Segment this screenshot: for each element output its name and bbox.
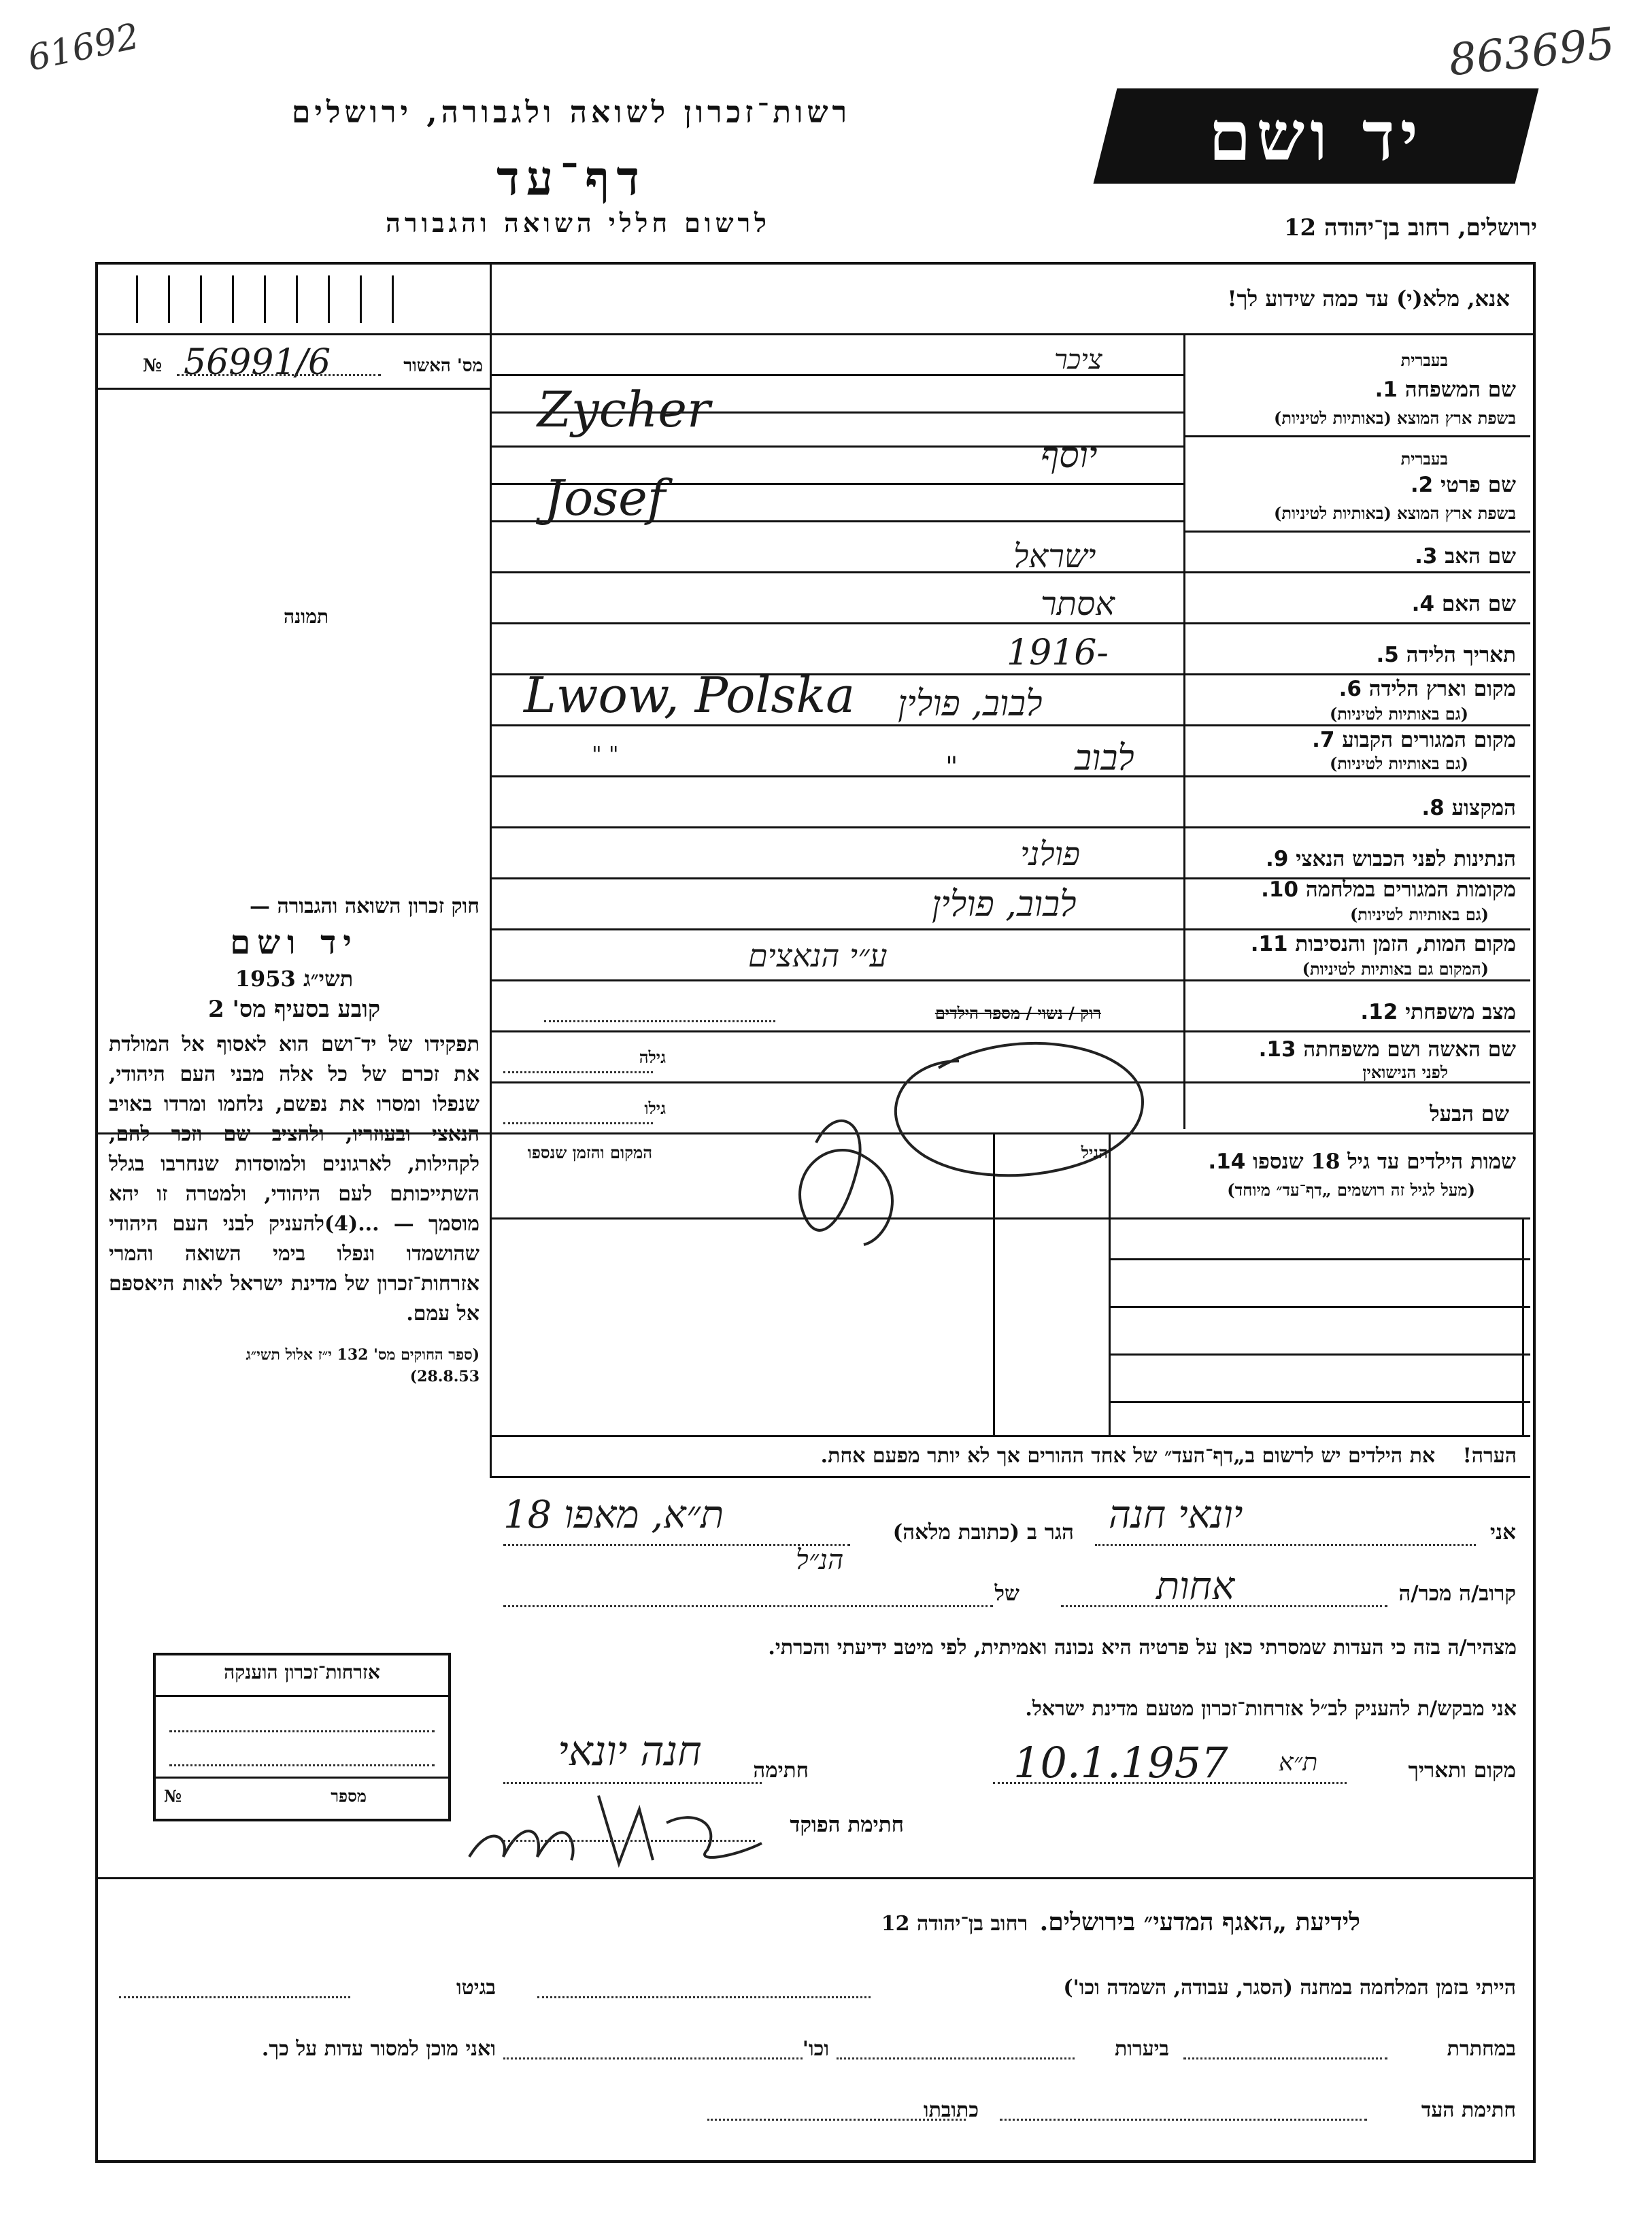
children-text: שמות הילדים עד גיל 18 שנספו xyxy=(1253,1149,1516,1174)
field-2-label xyxy=(1411,473,1516,497)
field-4-text: שם האם xyxy=(1441,592,1516,616)
approval-number xyxy=(143,343,483,384)
logo-text: יד ושם xyxy=(1209,96,1423,176)
field-6-value-he: לבוב, פולין xyxy=(898,684,1043,724)
approval-label: מס' האשור xyxy=(403,356,483,376)
law-box xyxy=(109,894,479,1388)
field-6-note: (גם באותיות לטיניות) xyxy=(1329,704,1468,724)
decl-relation-value: אחות xyxy=(1156,1564,1235,1609)
decl-statement: מצהיר/ה בזה כי העדות שמסרתי כאן על פרטיה היא נכונה ואמיתית, לפי מיטב ידיעתי והכרתי. xyxy=(768,1636,1517,1660)
field-1-num: 1. xyxy=(1375,377,1398,402)
decl-resides-label: הגר ב (כתובת מלאה) xyxy=(892,1520,1074,1545)
field-11-value: ע״י הנאצים xyxy=(748,937,888,974)
field-7-value-he: לבוב xyxy=(1075,738,1134,779)
field-6-num: 6. xyxy=(1338,677,1362,701)
header-address: ירושלים, רחוב בן־יהודה 12 xyxy=(1283,214,1537,241)
field-7-ditto-2: " xyxy=(945,752,958,783)
field-3-label xyxy=(1415,544,1516,569)
field-7-num: 7. xyxy=(1312,728,1335,752)
field-3-value: ישראל xyxy=(1013,537,1096,575)
law-name: יד ושם xyxy=(230,924,358,962)
field-10-note: (גם באותיות לטיניות) xyxy=(1349,905,1489,924)
archive-number-right: 863695 xyxy=(1446,18,1617,86)
bottom-line-2-c: וכו' xyxy=(802,2037,829,2061)
law-year: תשי״ג 1953 xyxy=(235,966,354,992)
field-10-text: מקומות המגורים במלחמה xyxy=(1305,877,1516,902)
field-8-label xyxy=(1421,796,1516,820)
citizenship-box xyxy=(153,1653,451,1821)
field-2-value-he: יוסף xyxy=(1041,435,1098,476)
form-title: דף־עד xyxy=(496,150,646,206)
photo-label: תמונה xyxy=(283,605,329,628)
field-1-label xyxy=(1375,377,1516,402)
field-5-num: 5. xyxy=(1376,643,1399,667)
tick-boxes xyxy=(136,275,449,323)
decl-i-label: אני xyxy=(1489,1520,1516,1545)
yad-vashem-logo xyxy=(1094,88,1539,184)
field-3-num: 3. xyxy=(1415,544,1438,569)
decl-address-value: ת״א, מאפו 18 xyxy=(503,1493,724,1537)
field-11-note: (המקום גם באותיות לטיניות) xyxy=(1302,959,1489,979)
citizenship-number-prefix: № xyxy=(164,1786,182,1806)
bottom-line-1-a: הייתי בזמן המלחמה במחנה (הסגר, עבודה, השמדה וכו') xyxy=(1063,1976,1516,2000)
children-col-place: המקום והזמן שנספו xyxy=(527,1143,652,1162)
bottom-line-2-a: במחתרת xyxy=(1447,2037,1516,2061)
hebrew-marker-1: בעברית xyxy=(1400,350,1448,370)
field-13-text: שם האשה ושם משפחתה xyxy=(1303,1037,1516,1062)
field-2-value-latin: Josef xyxy=(544,469,666,526)
authority-line: רשות־זכרון לשואה ולגבורה, ירושלים xyxy=(291,95,852,130)
field-2-note: בשפת ארץ המוצא (באותיות לטיניות) xyxy=(1274,503,1516,523)
field-7-text: מקום המגורים הקבוע xyxy=(1342,728,1516,752)
bottom-line-3-b: כתובתו xyxy=(923,2098,979,2122)
bottom-line-2-b: ביערות xyxy=(1114,2037,1169,2061)
field-1-value-he: ציכר xyxy=(1054,344,1102,375)
children-col-age: הגיל xyxy=(1081,1143,1108,1162)
decl-place-date-value: 10.1.1957 xyxy=(1013,1738,1228,1787)
archive-number-left: 61692 xyxy=(24,16,143,80)
bottom-line-3-a: חתימת העד xyxy=(1421,2098,1516,2122)
field-11-text: מקום המות, הזמן והנסיבות xyxy=(1295,932,1516,956)
field-13-age-label: גילה xyxy=(639,1047,666,1067)
field-13-label xyxy=(1259,1037,1516,1062)
field-2-num: 2. xyxy=(1410,473,1434,497)
bottom-line-1-b: בגיטו xyxy=(456,1976,496,2000)
field-7-ditto: " " xyxy=(592,741,619,767)
field-9-text: הנתינות לפני הכבוש הנאצי xyxy=(1296,847,1516,871)
husband-age-label: גילו xyxy=(644,1098,666,1118)
decl-of-label: של xyxy=(994,1581,1019,1606)
decl-of-value: הנ״ל xyxy=(796,1545,844,1576)
note-line xyxy=(496,1444,1517,1468)
citizenship-number-label: מספר xyxy=(331,1786,367,1806)
field-5-value: 1916- xyxy=(1007,633,1109,673)
decl-signature-label: חתימה xyxy=(753,1758,809,1783)
law-source: (ספר החוקים מס' 132 י״ז אלול תשי״ג 28.8.53) xyxy=(246,1346,479,1385)
field-12-num: 12. xyxy=(1360,1000,1398,1024)
citizenship-title: אזרחות־זכרון הוענקה xyxy=(224,1661,380,1683)
field-1-value-latin: Zycher xyxy=(537,381,711,438)
field-5-text: תאריך הלידה xyxy=(1406,643,1516,667)
field-6-value-latin: Lwow, Polska xyxy=(524,667,856,724)
bottom-title-line xyxy=(476,1908,1537,1936)
decl-officer-label: חתימת הפוקד xyxy=(790,1813,904,1837)
note-text: את הילדים יש לרשום ב„דף־העד״ של אחד ההורים אך לא יותר מפעם אחת. xyxy=(820,1444,1436,1468)
field-13-num: 13. xyxy=(1258,1037,1296,1062)
field-6-label xyxy=(1339,677,1516,701)
field-9-value: פולני xyxy=(1020,835,1081,873)
law-clause: קובע בסעיף מס' 2 xyxy=(207,996,381,1023)
field-9-num: 9. xyxy=(1266,847,1289,871)
field-8-text: המקצוע xyxy=(1451,796,1516,820)
field-6-text: מקום וארץ הלידה xyxy=(1368,677,1516,701)
field-10-label xyxy=(1261,877,1516,902)
husband-label: שם הבעל xyxy=(1430,1102,1509,1126)
field-5-label xyxy=(1376,643,1516,667)
instruction-text: אנא, מלא(י) עד כמה שידוע לך! xyxy=(1227,286,1510,312)
approval-prefix: № xyxy=(143,356,163,376)
field-1-note: בשפת ארץ המוצא (באותיות לטיניות) xyxy=(1274,408,1516,428)
field-1-text: שם המשפחה xyxy=(1404,377,1516,402)
children-label xyxy=(1208,1149,1516,1174)
field-13-note: לפני הנישואין xyxy=(1362,1062,1448,1082)
bottom-title: לידיעת „האגף המדעי״ בירושלים. xyxy=(1039,1908,1360,1936)
form-subtitle: לרשום חללי השואה והגבורה xyxy=(386,207,771,238)
decl-request: אני מבקש/ת להעניק לב״ל אזרחות־זכרון מטעם מדינת ישראל. xyxy=(1025,1697,1517,1721)
approval-value: 56991/6 xyxy=(184,342,331,383)
field-4-value: אסתר xyxy=(1041,585,1115,623)
field-10-value: לבוב, פולין xyxy=(932,884,1077,925)
decl-relation-label: קרוב/ה מכר/ה xyxy=(1398,1581,1516,1606)
law-body: תפקידו של יד־ושם הוא לאסוף אל המולדת את זכרם של כל אלה מבני העם היהודי, שנפלו ומסרו את נפשם, נלחמו ומרדו באויב הנאצי ובעוזריו, ולהציב שם וזכר להם, לקהילות, לארגונים ולמוסדות שנחרבו בגלל השתייכותם לעם היהודי, ולמטרה זו יהא מוסמך — ...(4)להעניק לבני העם היהודי שהושמדו ונפלו בימי השואה והמרי אזרחות־זכרון של מדינת ישראל לאות היאספם אל עמם. xyxy=(109,1032,479,1326)
children-note: (מעל לגיל זה רושמים „דף־עד״ מיוחד) xyxy=(1227,1180,1475,1200)
bottom-line-2-d: ואני מוכן למסור עדות על כך. xyxy=(261,2037,496,2061)
field-7-label xyxy=(1312,728,1516,752)
field-12-text: מצב משפחתי xyxy=(1405,1000,1516,1024)
field-11-label xyxy=(1251,932,1516,956)
note-label: הערה! xyxy=(1462,1444,1517,1468)
hebrew-marker-2: בעברית xyxy=(1400,449,1448,469)
bottom-address: רחוב בן־יהודה 12 xyxy=(881,1912,1028,1936)
children-num: 14. xyxy=(1208,1149,1246,1174)
decl-i-value: יונאי חנה xyxy=(1109,1493,1243,1537)
decl-place-value: ת״א xyxy=(1279,1749,1318,1777)
decl-place-date-label: מקום ותאריך xyxy=(1408,1758,1516,1783)
field-4-label xyxy=(1412,592,1516,616)
field-7-note: (גם באותיות לטיניות) xyxy=(1329,754,1468,773)
field-8-num: 8. xyxy=(1421,796,1445,820)
field-10-num: 10. xyxy=(1261,877,1299,902)
law-title: חוק זכרון השואה והגבורה — xyxy=(250,894,479,918)
field-4-num: 4. xyxy=(1411,592,1435,616)
field-12-options: רוק / נשוי / מספר הילדים xyxy=(934,1003,1101,1023)
field-3-text: שם האב xyxy=(1445,544,1516,569)
field-2-text: שם פרטי xyxy=(1440,473,1516,497)
decl-signature-value: חנה יונאי xyxy=(558,1728,702,1775)
field-11-num: 11. xyxy=(1250,932,1288,956)
field-12-label xyxy=(1360,1000,1516,1024)
officer-signature xyxy=(462,1782,775,1877)
field-9-label xyxy=(1266,847,1516,871)
